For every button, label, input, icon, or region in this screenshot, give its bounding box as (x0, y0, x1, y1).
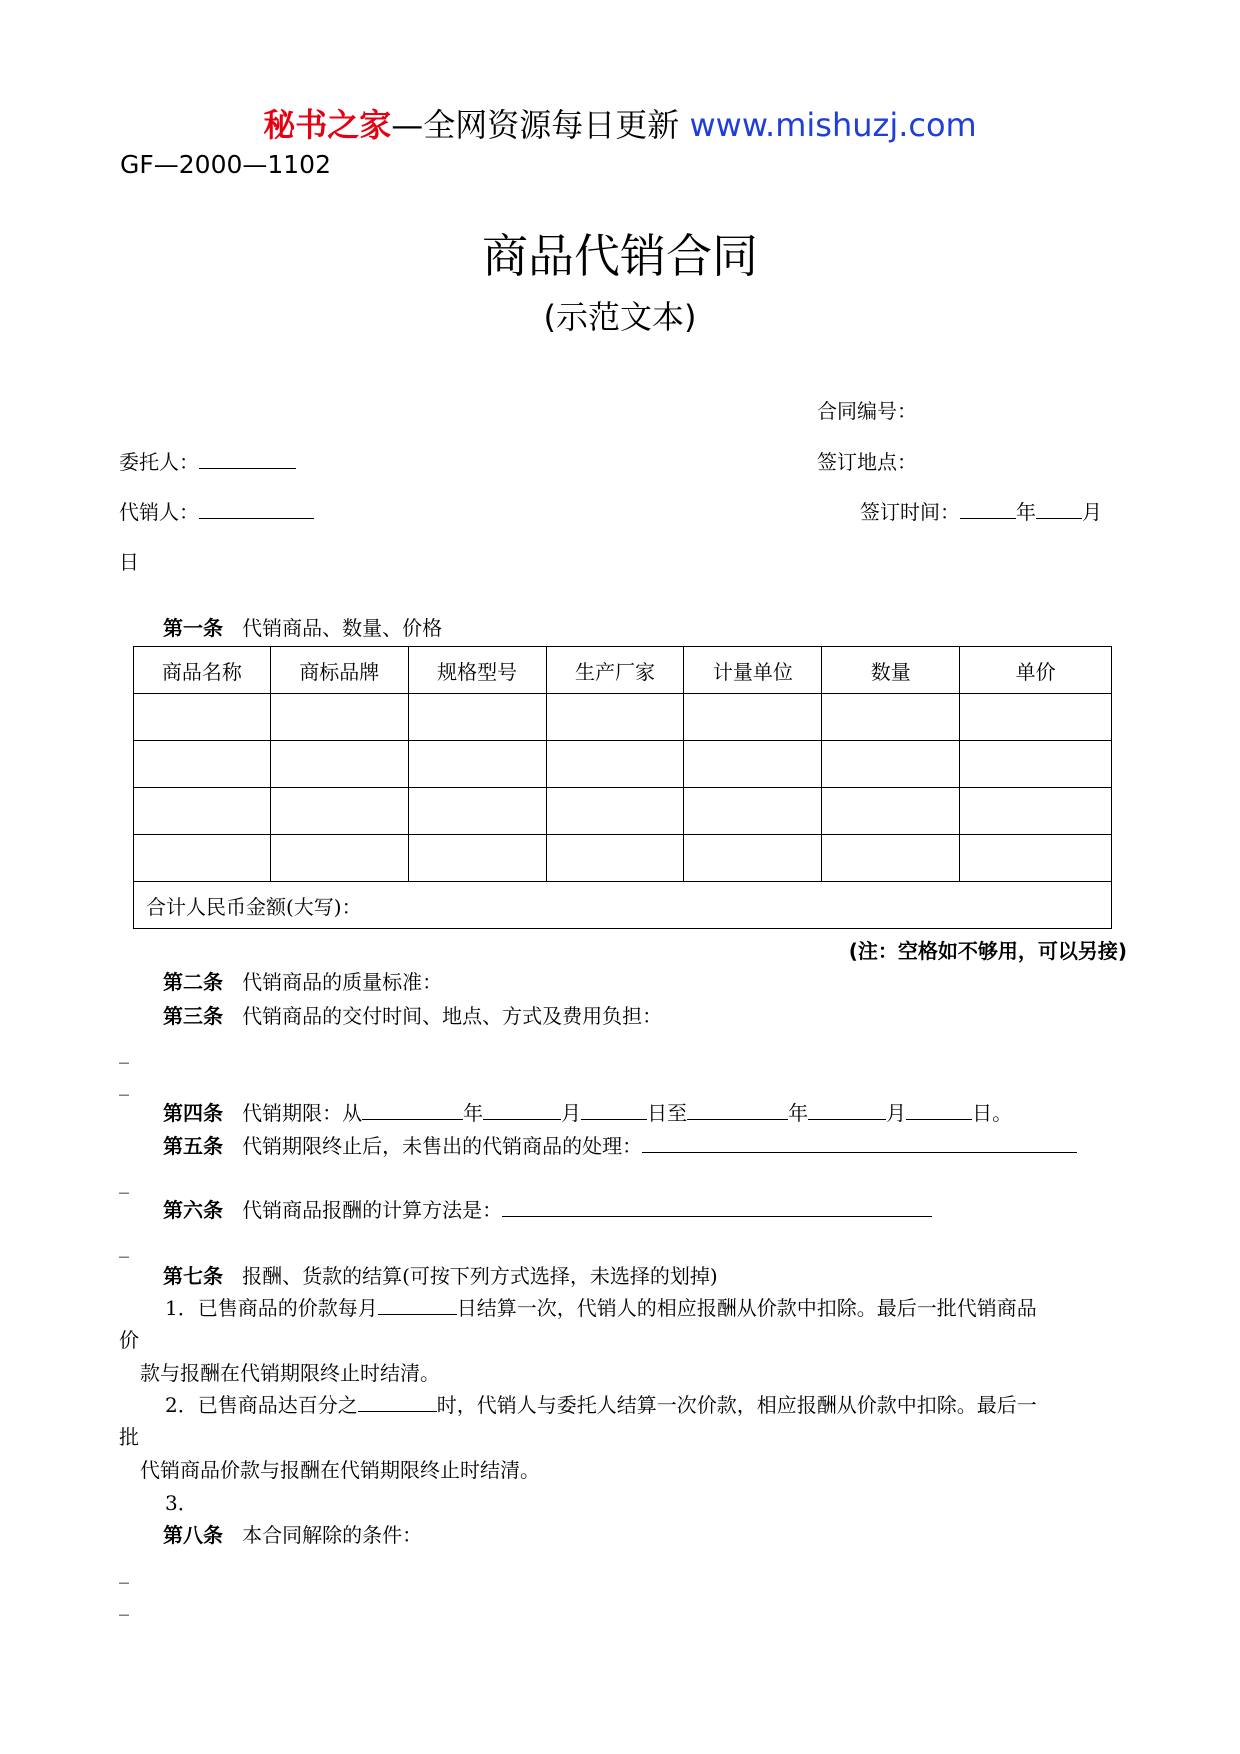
start-year-unit: 年 (463, 1101, 484, 1125)
table-cell[interactable] (960, 694, 1112, 741)
article-7-text: 报酬、货款的结算(可按下列方式选择，未选择的划掉) (242, 1264, 718, 1288)
end-year-unit: 年 (788, 1101, 809, 1125)
page-title: 商品代销合同 (482, 229, 758, 283)
table-cell[interactable] (270, 788, 408, 835)
sign-place-label: 签订地点： (817, 450, 917, 474)
site-url-link[interactable]: www.mishuzj.com (689, 106, 977, 144)
table-header-row (134, 647, 1112, 694)
fill-line-stub: _ (119, 1560, 129, 1584)
article-1-heading: 第一条 (163, 616, 223, 640)
table-cell[interactable] (684, 788, 822, 835)
start-month-blank[interactable] (483, 1101, 561, 1120)
sign-year-blank[interactable] (960, 500, 1016, 519)
end-month-unit: 月 (886, 1101, 907, 1125)
header-tagline: 全网资源每日更新 (423, 106, 680, 144)
agent-label: 代销人： (119, 500, 199, 524)
remuneration-method-blank[interactable] (502, 1198, 932, 1217)
article-6 (163, 1194, 932, 1223)
principal-label: 委托人： (119, 450, 199, 474)
start-month-unit: 月 (561, 1101, 582, 1125)
table-total-row (134, 882, 1112, 929)
table-cell[interactable] (546, 788, 684, 835)
sign-month-blank[interactable] (1036, 500, 1082, 519)
article-2-text: 代销商品的质量标准： (242, 970, 443, 994)
article-2-heading: 第二条 (163, 970, 223, 994)
header-dash: — (391, 106, 424, 144)
table-cell[interactable] (270, 741, 408, 788)
goods-table (133, 646, 1112, 929)
article-1-text: 代销商品、数量、价格 (242, 616, 443, 640)
agent-blank[interactable] (199, 500, 314, 519)
article-7-item-1-cont: 款与报酬在代销期限终止时结清。 (140, 1361, 440, 1385)
sign-time-field (860, 496, 1102, 525)
table-cell[interactable] (822, 741, 960, 788)
article-8-text: 本合同解除的条件： (242, 1523, 423, 1547)
page-subtitle: (示范文本) (543, 298, 697, 336)
article-7-item-2-cont: 代销商品价款与报酬在代销期限终止时结清。 (140, 1458, 540, 1482)
table-header-cell: 生产厂家 (546, 647, 684, 694)
table-header-cell: 规格型号 (408, 647, 546, 694)
table-cell[interactable] (408, 835, 546, 882)
contract-number-label: 合同编号： (817, 399, 917, 423)
fill-line-stub: _ (119, 1170, 129, 1194)
article-7-item-1-text-b: 日结算一次，代销人的相应报酬从价款中扣除。最后一批代销商品 (456, 1296, 1037, 1320)
table-cell[interactable] (546, 741, 684, 788)
table-cell[interactable] (684, 741, 822, 788)
fill-line-stub: _ (119, 1072, 129, 1096)
table-row (134, 835, 1112, 882)
table-cell[interactable] (960, 788, 1112, 835)
principal-field (119, 446, 296, 475)
article-7-item-1 (165, 1292, 1037, 1321)
fill-line-stub: _ (119, 1234, 129, 1258)
article-6-text: 代销商品报酬的计算方法是： (242, 1198, 503, 1222)
document-code: GF—2000—1102 (120, 150, 331, 179)
end-month-blank[interactable] (808, 1101, 886, 1120)
article-3-heading: 第三条 (163, 1004, 223, 1028)
article-3-text: 代销商品的交付时间、地点、方式及费用负担： (242, 1004, 663, 1028)
agent-field (119, 496, 314, 525)
article-7-item-2 (165, 1389, 1037, 1418)
article-4-from: 代销期限：从 (242, 1101, 363, 1125)
table-cell[interactable] (822, 788, 960, 835)
table-header-cell: 数量 (822, 647, 960, 694)
article-7-item-1-text-a: 1．已售商品的价款每月 (165, 1296, 378, 1320)
fill-line-stub: _ (119, 1040, 129, 1064)
article-5 (163, 1130, 1077, 1159)
start-year-blank[interactable] (362, 1101, 463, 1120)
table-cell[interactable] (960, 835, 1112, 882)
article-5-text: 代销期限终止后，未售出的代销商品的处理： (242, 1134, 643, 1158)
article-8-heading: 第八条 (163, 1523, 223, 1547)
start-day-unit: 日至 (647, 1101, 688, 1125)
monthly-settle-day-blank[interactable] (378, 1296, 457, 1315)
article-4-heading: 第四条 (163, 1101, 223, 1125)
table-cell[interactable] (822, 835, 960, 882)
table-row (134, 741, 1112, 788)
article-7 (163, 1260, 718, 1289)
table-header-cell: 单价 (960, 647, 1112, 694)
article-7-item-2-text-a: 2．已售商品达百分之 (165, 1393, 358, 1417)
article-1 (163, 612, 442, 641)
total-amount-cell[interactable]: 合计人民币金额(大写)： (134, 882, 1112, 929)
table-cell[interactable] (134, 788, 271, 835)
end-day-unit: 日。 (972, 1101, 1013, 1125)
table-cell[interactable] (546, 694, 684, 741)
article-7-item-3: 3． (165, 1491, 198, 1515)
table-cell[interactable] (408, 694, 546, 741)
article-7-item-1-wrap: 价 (119, 1328, 139, 1352)
table-cell[interactable] (270, 835, 408, 882)
sign-time-label: 签订时间： (860, 500, 960, 524)
table-cell[interactable] (408, 741, 546, 788)
table-header-cell: 商品名称 (134, 647, 271, 694)
article-5-heading: 第五条 (163, 1134, 223, 1158)
table-cell[interactable] (684, 835, 822, 882)
table-header-cell: 计量单位 (684, 647, 822, 694)
table-cell[interactable] (134, 694, 271, 741)
table-cell[interactable] (684, 694, 822, 741)
table-row (134, 788, 1112, 835)
table-cell[interactable] (960, 741, 1112, 788)
unsold-handling-blank[interactable] (642, 1134, 1077, 1153)
brand-name: 秘书之家 (263, 106, 392, 144)
article-2 (163, 966, 442, 995)
sign-day-unit: 日 (119, 550, 139, 574)
article-6-heading: 第六条 (163, 1198, 223, 1222)
article-7-heading: 第七条 (163, 1264, 223, 1288)
principal-blank[interactable] (199, 450, 296, 469)
table-cell[interactable] (546, 835, 684, 882)
table-cell[interactable] (408, 788, 546, 835)
table-cell[interactable] (134, 835, 271, 882)
start-day-blank[interactable] (581, 1101, 647, 1120)
sign-year-unit: 年 (1016, 500, 1036, 524)
percent-sold-blank[interactable] (358, 1393, 437, 1412)
sign-month-unit: 月 (1082, 500, 1102, 524)
end-day-blank[interactable] (906, 1101, 972, 1120)
site-header (0, 100, 1240, 146)
article-7-item-2-text-b: 时，代销人与委托人结算一次价款，相应报酬从价款中扣除。最后一 (436, 1393, 1037, 1417)
table-cell[interactable] (822, 694, 960, 741)
article-7-item-2-wrap: 批 (119, 1425, 139, 1449)
table-note: (注：空格如不够用，可以另接) (848, 939, 1127, 963)
article-4 (163, 1097, 1012, 1126)
article-8 (163, 1519, 422, 1548)
table-header-cell: 商标品牌 (270, 647, 408, 694)
table-row (134, 694, 1112, 741)
article-3 (163, 1000, 662, 1029)
table-cell[interactable] (134, 741, 271, 788)
table-cell[interactable] (270, 694, 408, 741)
fill-line-stub: _ (119, 1592, 129, 1616)
end-year-blank[interactable] (687, 1101, 788, 1120)
